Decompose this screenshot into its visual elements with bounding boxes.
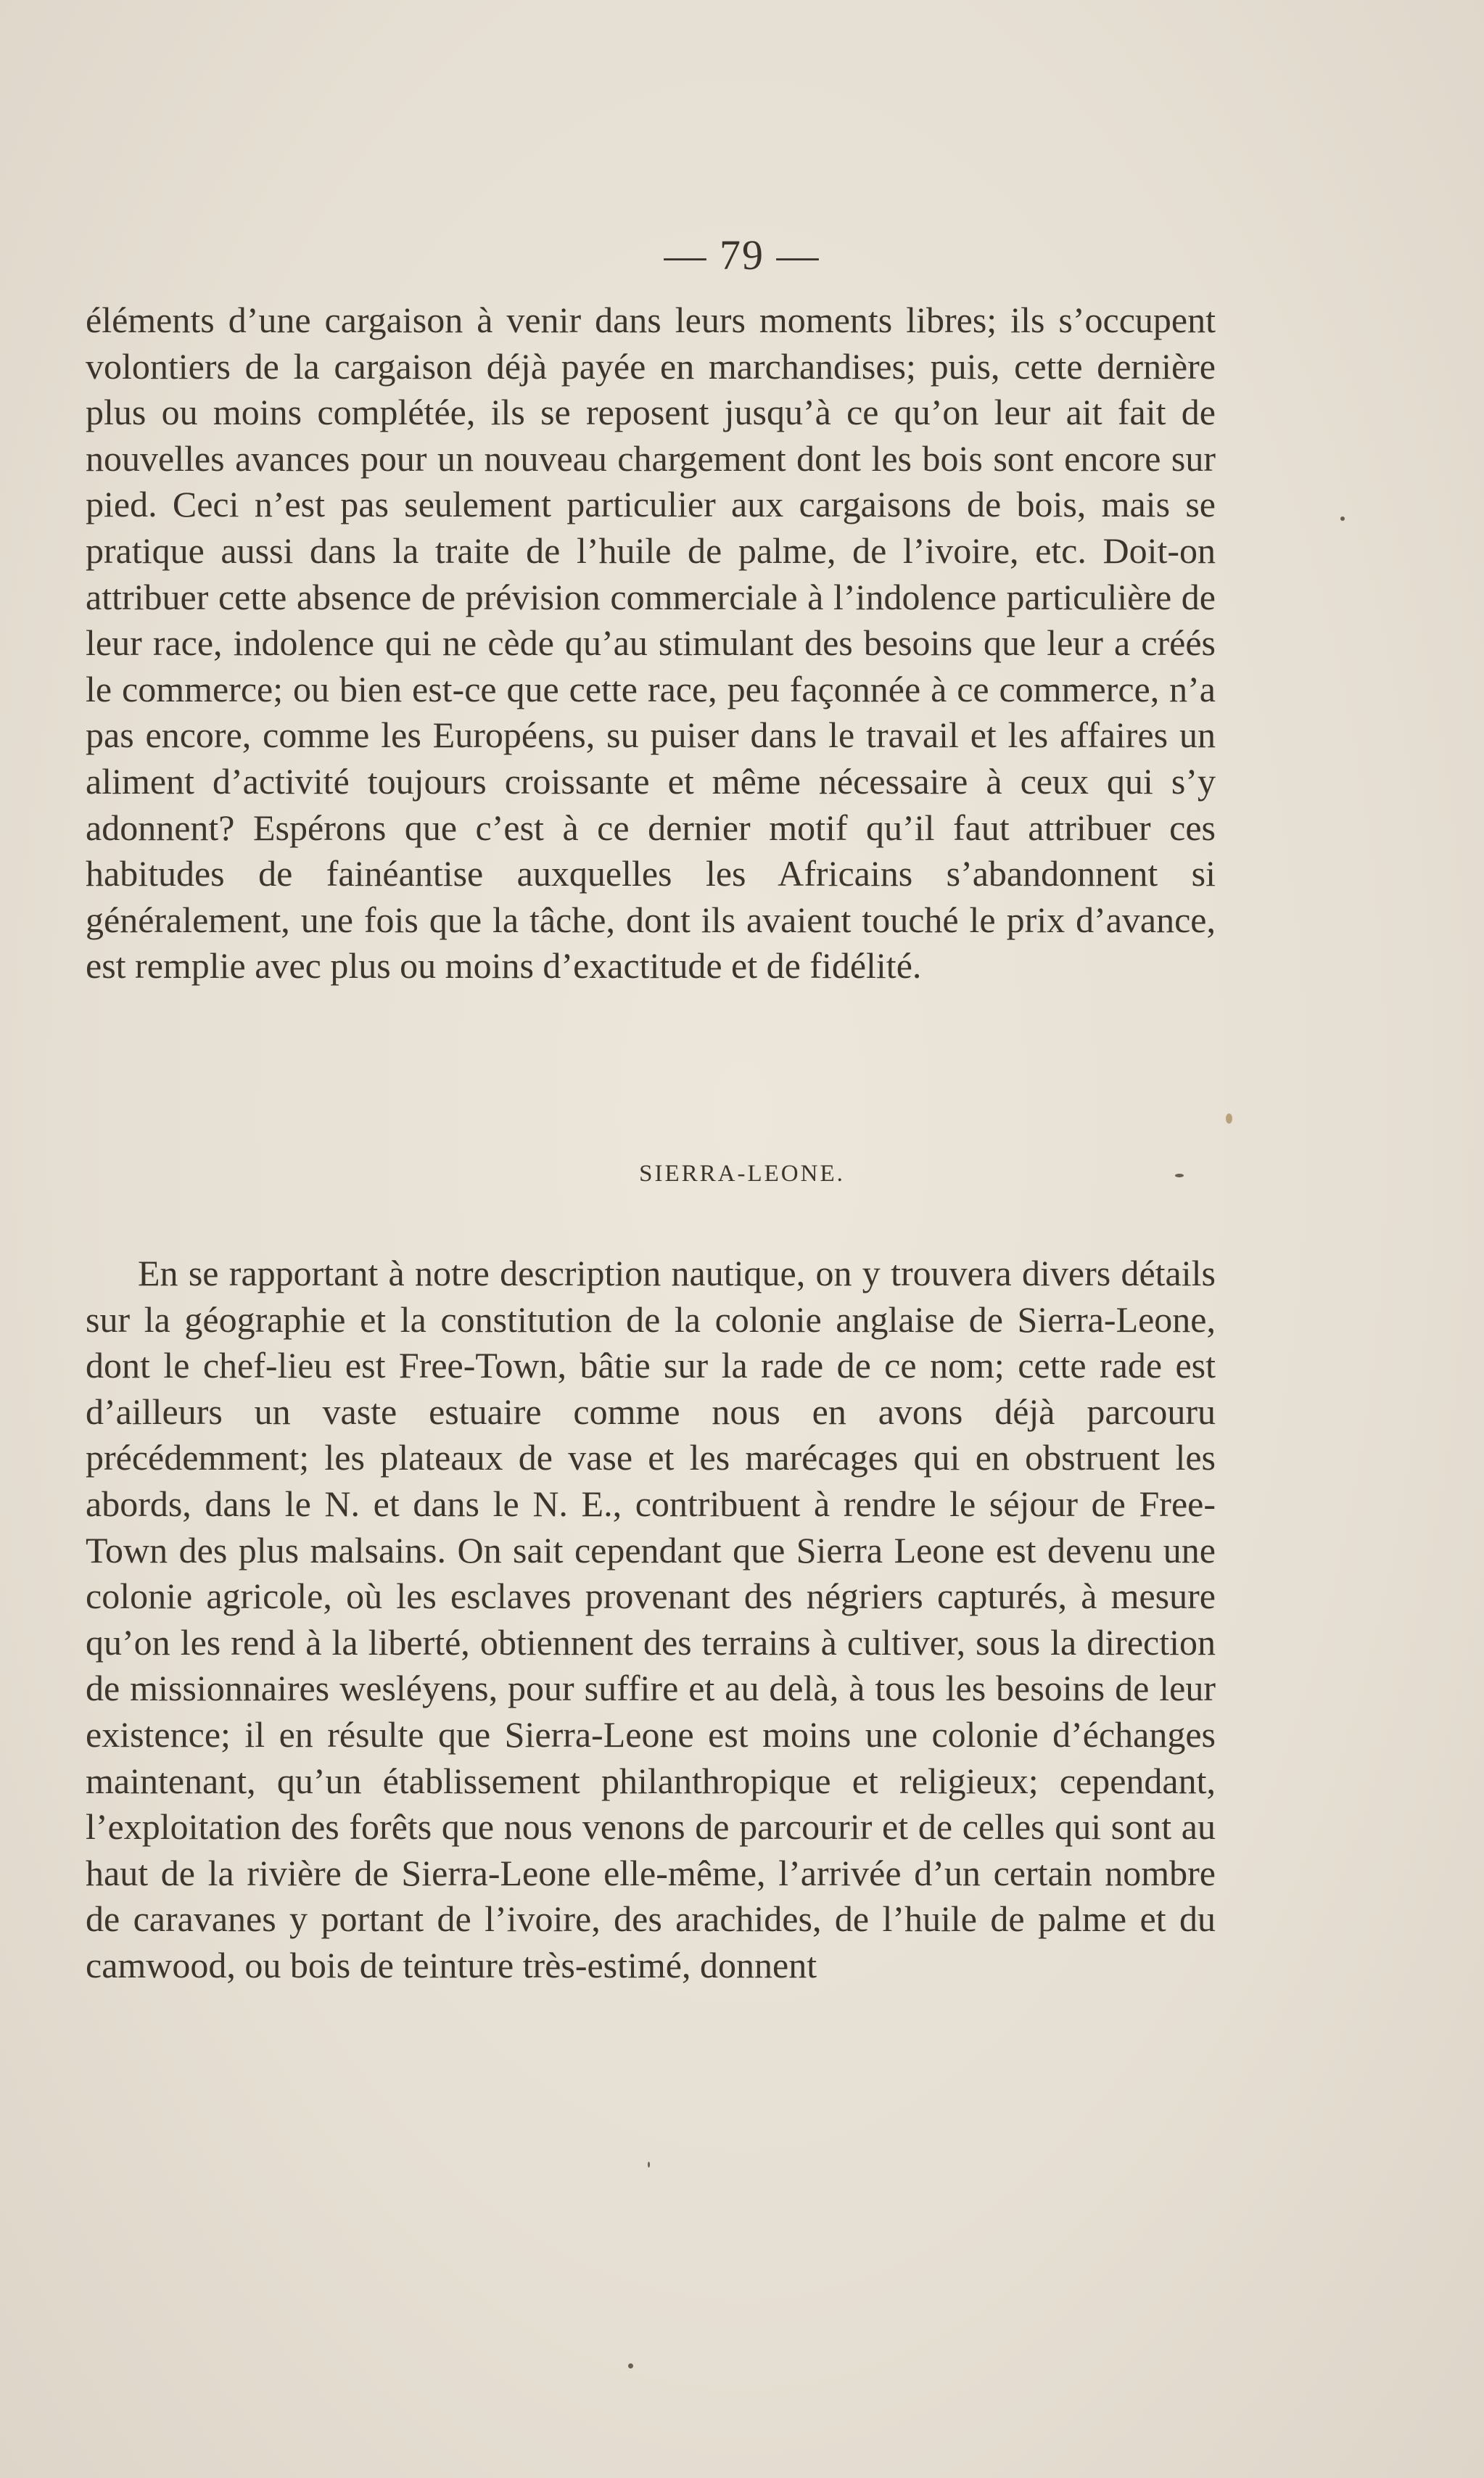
paper-speck [628,2363,633,2368]
paragraph-2: En se rapportant à notre description nautique, on y trouvera divers détails sur la géographie et la constitution de la colonie anglaise de Sierra-Leone, dont le chef-lieu est Free-Town, bâtie sur la rade de ce nom; cette rade est d’ailleurs un vaste estuaire comme nous en avons déjà parcouru précédemment; les plateaux de vase et les marécages qui en obstruent les abords, dans le N. et dans le N. E., contribuent à rendre le séjour de Free-Town des plus malsains. On sait cependant que Sierra Leone est devenu une colonie agricole, où les esclaves provenant des négriers capturés, à mesure qu’on les rend à la liberté, obtiennent des terrains à cultiver, sous la direction de missionnaires wesléyens, pour suffire et au delà, à tous les besoins de leur existence; il en résulte que Sierra-Leone est moins une colonie d’échanges maintenant, qu’un établissement philanthropique et religieux; cependant, l’exploitation des forêts que nous venons de parcourir et de celles qui sont au haut de la rivière de Sierra-Leone elle-même, l’arrivée d’un certain nombre de caravanes y portant de l’ivoire, des arachides, de l’huile de palme et du camwood, ou bois de teinture très-estimé, donnent [86,1253,1216,1985]
paper-speck [1175,1174,1184,1177]
page-number: — 79 — [664,231,820,279]
section-heading: SIERRA-LEONE. [639,1161,845,1187]
paper-speck [1340,516,1345,521]
paragraph-1: éléments d’une cargaison à venir dans leurs moments libres; ils s’occupent volontiers de la cargaison déjà payée en marchandises; puis, cette dernière plus ou moins complétée, ils se reposent jusqu’à ce qu’on leur ait fait de nouvelles avances pour un nouveau chargement dont les bois sont encore sur pied. Ceci n’est pas seulement particulier aux cargaisons de bois, mais se pratique aussi dans la traite de l’huile de palme, de l’ivoire, etc. Doit-on attribuer cette absence de prévision commerciale à l’indolence particulière de leur race, indolence qui ne cède qu’au stimulant des besoins que leur a créés le commerce; ou bien est-ce que cette race, peu façonnée à ce commerce, n’a pas encore, comme les Européens, su puiser dans le travail et les affaires un aliment d’activité toujours croissante et même nécessaire à ceux qui s’y adonnent? Espérons que c’est à ce dernier motif qu’il faut attribuer ces habitudes de fainéantise auxquelles les Africains s’abandonnent si généralement, une fois que la tâche, dont ils avaient touché le prix d’avance, est remplie avec plus ou moins d’exactitude et de fidélité. [86,300,1216,987]
paper-speck [1226,1114,1232,1124]
paper-speck [648,2162,650,2168]
